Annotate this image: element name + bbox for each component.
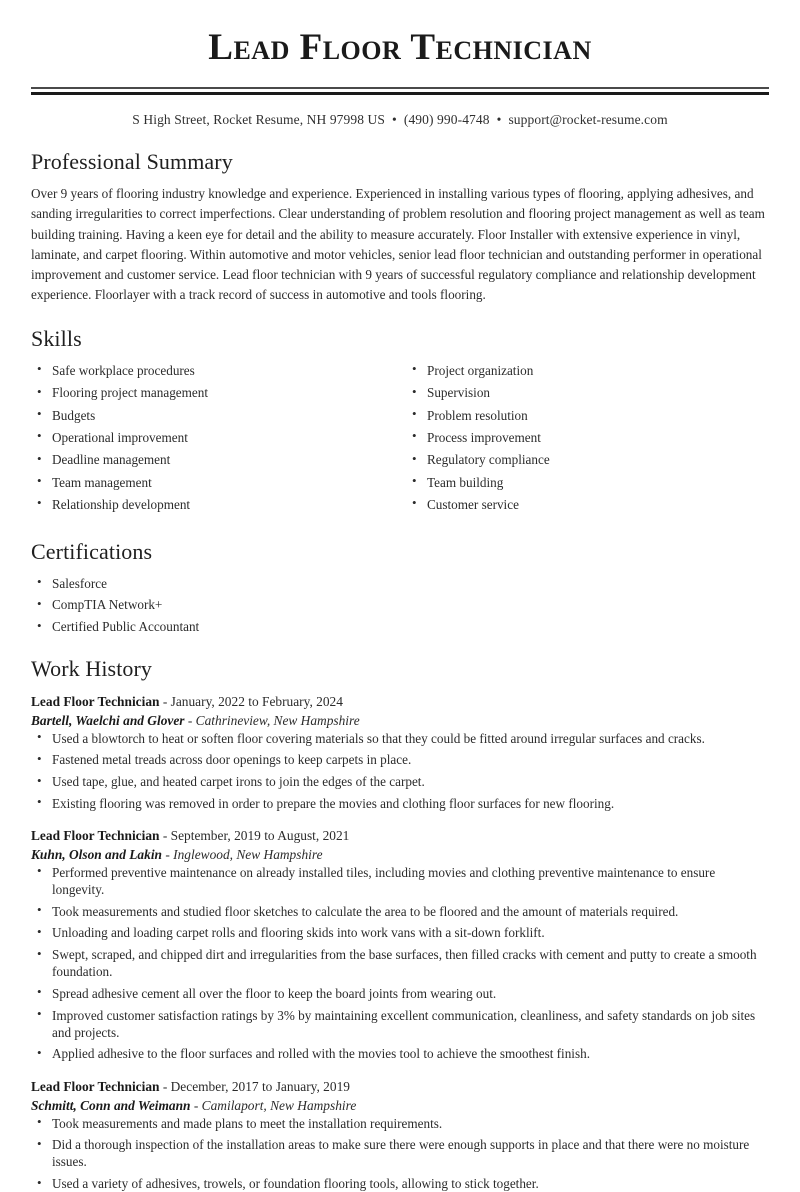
job-dash: - — [159, 1079, 170, 1094]
contact-address: S High Street, Rocket Resume, NH 97998 US — [132, 112, 385, 127]
contact-separator-2: • — [490, 112, 509, 127]
contact-phone: (490) 990-4748 — [404, 112, 490, 127]
list-item: • Team management — [31, 474, 400, 491]
job-company: Schmitt, Conn and Weimann — [31, 1098, 191, 1113]
list-item: • Team building — [406, 474, 769, 491]
list-item: • Process improvement — [406, 429, 769, 446]
job-company-line — [31, 845, 769, 864]
job-dash: - — [159, 828, 170, 843]
job-bullets — [31, 730, 769, 812]
list-item: • Budgets — [31, 407, 400, 424]
skills-list-left — [31, 362, 400, 513]
section-work-history — [31, 655, 769, 1192]
list-item: • Problem resolution — [406, 407, 769, 424]
list-item: • Used a blowtorch to heat or soften floor covering materials so that they could be fitted around irregular surfaces and cracks. — [31, 730, 769, 747]
job-dash: - — [159, 694, 170, 709]
job-dash: - — [191, 1098, 202, 1113]
section-heading-summary: Professional Summary — [31, 148, 769, 176]
job-company: Kuhn, Olson and Lakin — [31, 847, 162, 862]
list-item: • Existing flooring was removed in order to prepare the movies and clothing floor surfaces for new flooring. — [31, 795, 769, 812]
work-history-entry-1 — [31, 692, 769, 812]
job-bullets — [31, 1115, 769, 1192]
list-item: • Flooring project management — [31, 384, 400, 401]
list-item: • Improved customer satisfaction ratings by 3% by maintaining excellent communication, cleanliness, and safety standards on job sites and projects. — [31, 1007, 769, 1041]
list-item: • Took measurements and made plans to meet the installation requirements. — [31, 1115, 769, 1132]
list-item: • Took measurements and studied floor sketches to calculate the area to be floored and the amount of materials required. — [31, 903, 769, 920]
list-item: • Swept, scraped, and chipped dirt and irregularities from the base surfaces, then filled cracks with cement and putty to create a smooth foundation. — [31, 946, 769, 980]
section-professional-summary — [31, 148, 769, 306]
list-item: • Safe workplace procedures — [31, 362, 400, 379]
contact-separator-1: • — [385, 112, 404, 127]
job-company-line — [31, 711, 769, 730]
job-location: Inglewood, New Hampshire — [173, 847, 322, 862]
job-dates: December, 2017 to January, 2019 — [171, 1079, 350, 1094]
job-dash: - — [185, 713, 196, 728]
job-title: Lead Floor Technician — [31, 1079, 159, 1094]
list-item: • Operational improvement — [31, 429, 400, 446]
job-dash: - — [162, 847, 173, 862]
job-title-line — [31, 826, 769, 845]
list-item: • Certified Public Accountant — [31, 618, 769, 635]
list-item: • Did a thorough inspection of the installation areas to make sure there were enough supports in place and that there were no moisture issues. — [31, 1136, 769, 1170]
list-item: • Regulatory compliance — [406, 451, 769, 468]
work-history-entry-3 — [31, 1077, 769, 1192]
list-item: • Unloading and loading carpet rolls and flooring skids into work vans with a sit-down forklift. — [31, 924, 769, 941]
job-dates: September, 2019 to August, 2021 — [171, 828, 350, 843]
list-item: • Applied adhesive to the floor surfaces and rolled with the movies tool to achieve the smoothest finish. — [31, 1045, 769, 1062]
list-item: • Customer service — [406, 496, 769, 513]
job-title: Lead Floor Technician — [31, 694, 159, 709]
header-divider — [31, 87, 769, 95]
section-skills — [31, 325, 769, 518]
list-item: • Supervision — [406, 384, 769, 401]
summary-text: Over 9 years of flooring industry knowledge and experience. Experienced in installing various types of flooring, applying adhesives, and sanding irregularities to correct imperfections. Clear understanding of problem resolution and flooring project management as well as team building training. Having a keen eye for detail and the ability to measure accurately. Floor Installer with extensive experience in vinyl, laminate, and carpet flooring. Within automotive and motor vehicles, senior lead floor technician and outstanding performer in operational improvement and customer service. Lead floor technician with 9 years of successful regulatory compliance and relationship development experience. Floorlayer with a track record of success in automotive and tools flooring. — [31, 184, 769, 305]
section-heading-certifications: Certifications — [31, 538, 769, 566]
job-company-line — [31, 1096, 769, 1115]
skills-column-right — [400, 362, 769, 518]
job-location: Camilaport, New Hampshire — [202, 1098, 357, 1113]
list-item: • Used a variety of adhesives, trowels, or foundation flooring tools, allowing to stick together. — [31, 1175, 769, 1192]
page-title: Lead Floor Technician — [31, 0, 769, 69]
list-item: • Relationship development — [31, 496, 400, 513]
certifications-list — [31, 575, 769, 635]
contact-line — [31, 95, 769, 128]
job-title-line — [31, 1077, 769, 1096]
work-history-entry-2 — [31, 826, 769, 1063]
list-item: • Salesforce — [31, 575, 769, 592]
skills-list-right — [406, 362, 769, 513]
section-heading-skills: Skills — [31, 325, 769, 353]
section-certifications — [31, 538, 769, 635]
job-company: Bartell, Waelchi and Glover — [31, 713, 185, 728]
list-item: • Fastened metal treads across door openings to keep carpets in place. — [31, 751, 769, 768]
list-item: • Spread adhesive cement all over the floor to keep the board joints from wearing out. — [31, 985, 769, 1002]
contact-email[interactable]: support@rocket-resume.com — [508, 112, 667, 127]
skills-columns — [31, 362, 769, 518]
job-dates: January, 2022 to February, 2024 — [171, 694, 343, 709]
list-item: • Project organization — [406, 362, 769, 379]
job-location: Cathrineview, New Hampshire — [196, 713, 360, 728]
job-title-line — [31, 692, 769, 711]
skills-column-left — [31, 362, 400, 518]
list-item: • CompTIA Network+ — [31, 596, 769, 613]
list-item: • Performed preventive maintenance on already installed tiles, including movies and clothing preventive maintenance to ensure longevity. — [31, 864, 769, 898]
job-title: Lead Floor Technician — [31, 828, 159, 843]
list-item: • Used tape, glue, and heated carpet irons to join the edges of the carpet. — [31, 773, 769, 790]
job-bullets — [31, 864, 769, 1063]
section-heading-work-history: Work History — [31, 655, 769, 683]
list-item: • Deadline management — [31, 451, 400, 468]
